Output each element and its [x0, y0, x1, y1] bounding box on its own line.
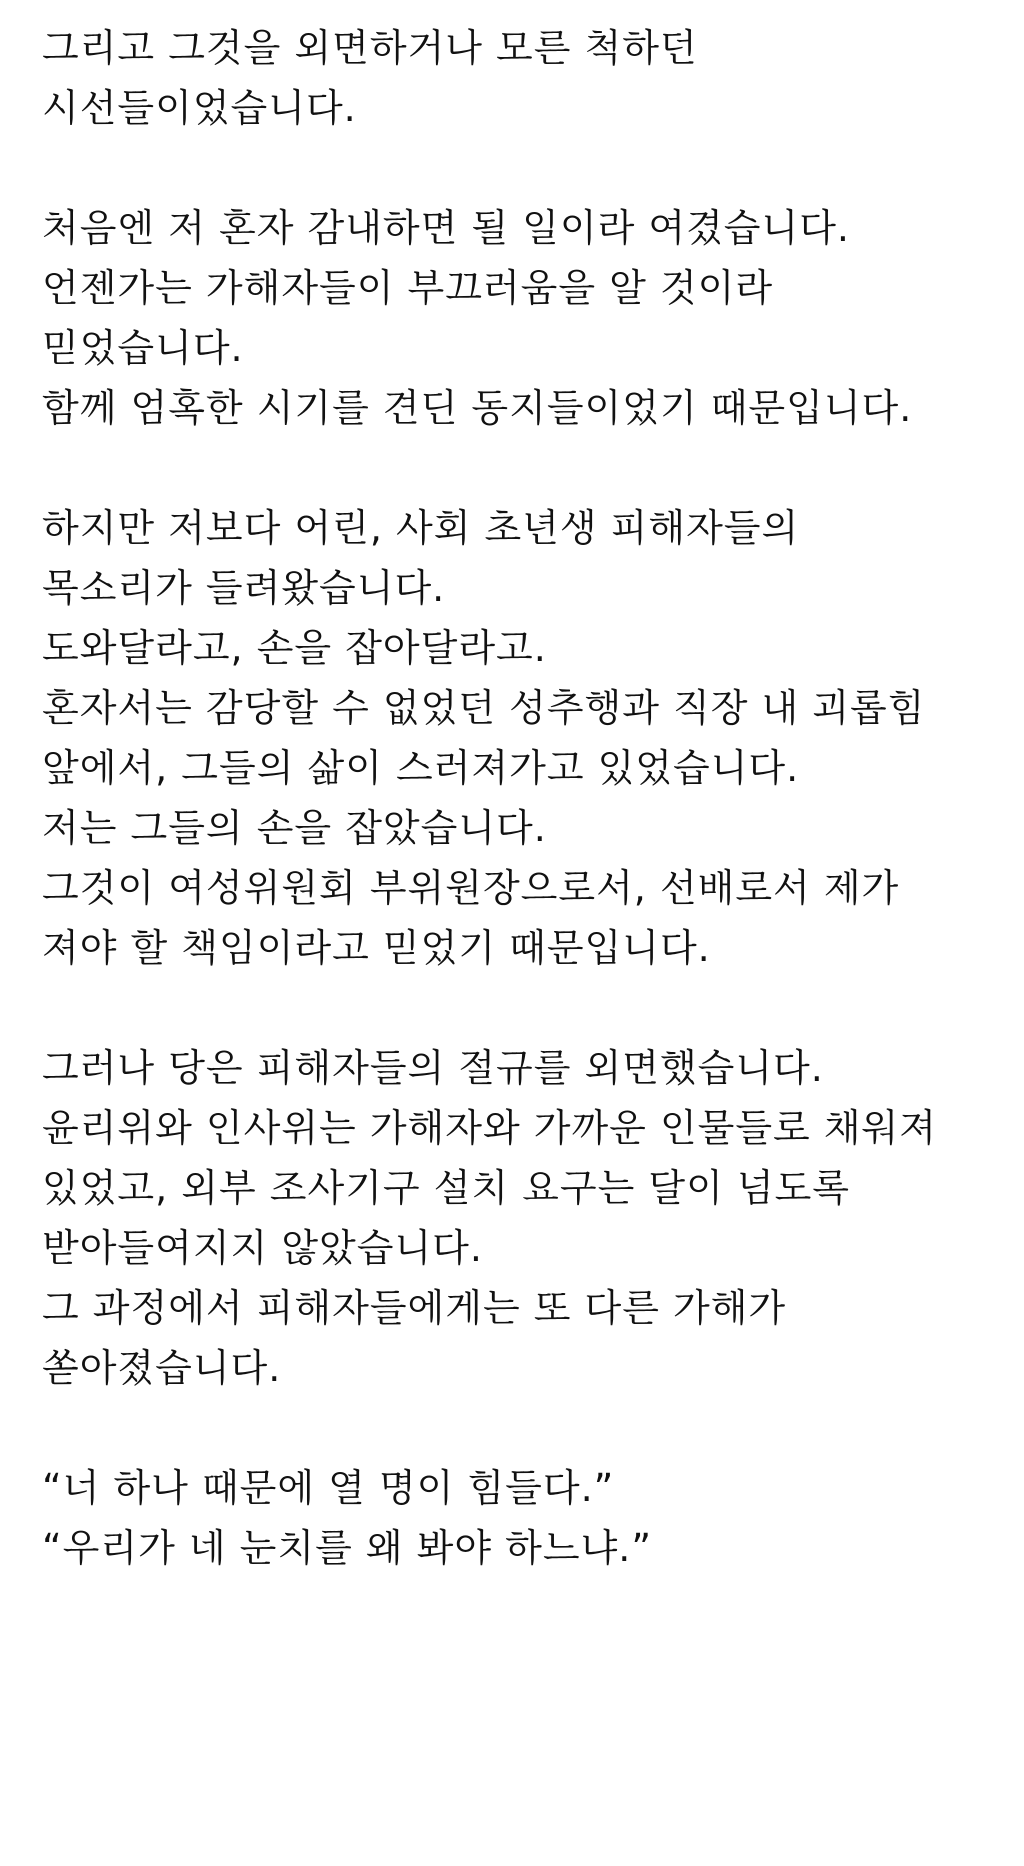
- text-line: 그 과정에서 피해자들에게는 또 다른 가해가: [42, 1286, 787, 1330]
- text-line: 언젠가는 가해자들이 부끄러움을 알 것이라: [42, 266, 774, 310]
- text-line: 있었고, 외부 조사기구 설치 요구는 달이 넘도록: [42, 1166, 851, 1210]
- text-line: 그러나 당은 피해자들의 절규를 외면했습니다.: [42, 1046, 824, 1090]
- text-line: 함께 엄혹한 시기를 견딘 동지들이었기 때문입니다.: [42, 386, 913, 430]
- text-line: 시선들이었습니다.: [42, 86, 357, 130]
- quote-line: “너 하나 때문에 열 명이 힘들다.”: [42, 1466, 615, 1510]
- text-line: 믿었습니다.: [42, 326, 244, 370]
- text-line: 받아들여지지 않았습니다.: [42, 1226, 483, 1270]
- text-line: 목소리가 들려왔습니다.: [42, 566, 446, 610]
- text-line: 도와달라고, 손을 잡아달라고.: [42, 626, 547, 670]
- quote-line: “우리가 네 눈치를 왜 봐야 하느냐.”: [42, 1526, 653, 1570]
- text-line: 처음엔 저 혼자 감내하면 될 일이라 여겼습니다.: [42, 206, 851, 250]
- text-line: 하지만 저보다 어린, 사회 초년생 피해자들의: [42, 506, 800, 550]
- text-line: 앞에서, 그들의 삶이 스러져가고 있었습니다.: [42, 746, 800, 790]
- text-line: 그리고 그것을 외면하거나 모른 척하던: [42, 26, 698, 70]
- text-line: 쏟아졌습니다.: [42, 1346, 282, 1390]
- text-line: 저는 그들의 손을 잡았습니다.: [42, 806, 547, 850]
- text-line: 그것이 여성위원회 부위원장으로서, 선배로서 제가: [42, 866, 900, 910]
- text-line: 혼자서는 감당할 수 없었던 성추행과 직장 내 괴롭힘: [42, 686, 926, 730]
- text-line: 져야 할 책임이라고 믿었기 때문입니다.: [42, 926, 711, 970]
- text-line: 윤리위와 인사위는 가해자와 가까운 인물들로 채워져: [42, 1106, 937, 1150]
